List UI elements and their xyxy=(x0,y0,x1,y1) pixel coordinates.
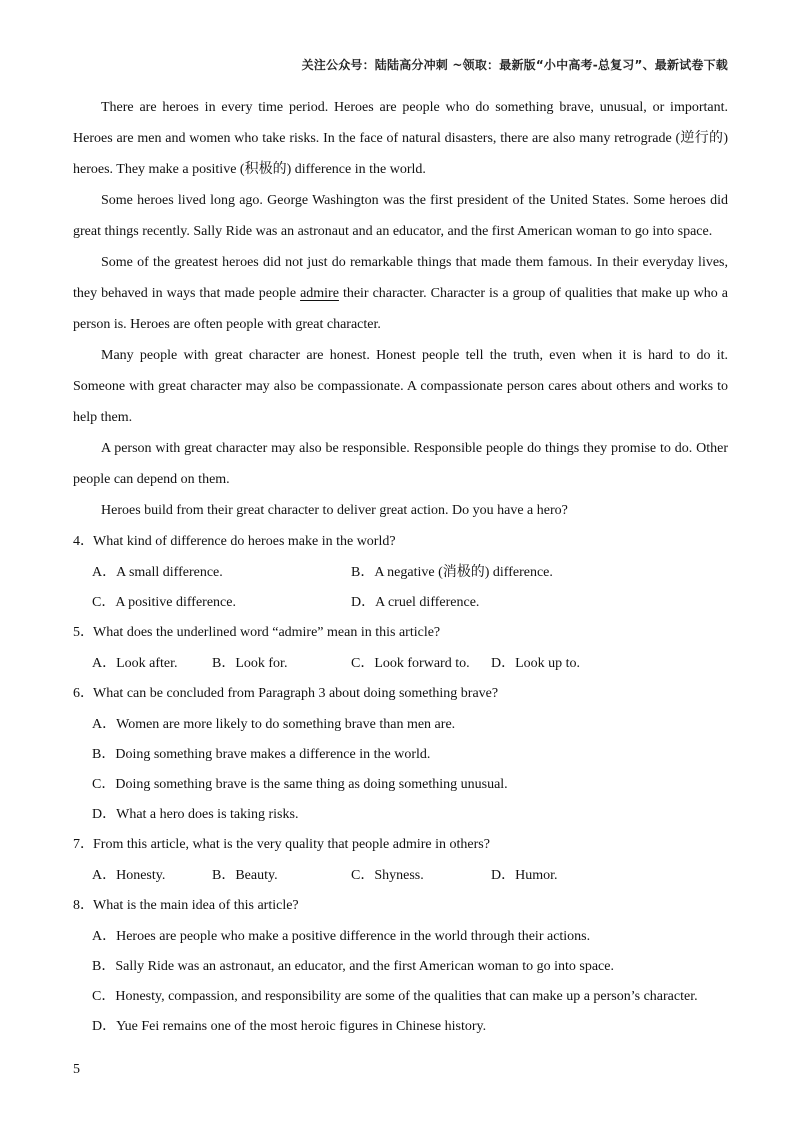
option-b: B．A negative (消极的) difference. xyxy=(351,565,553,580)
question-number: 5． xyxy=(73,625,94,640)
page-number: 5 xyxy=(73,1062,80,1077)
option-a: A．Heroes are people who make a positive difference in the world through their actions. xyxy=(92,929,591,944)
p3-text-after: their character. Character is a group of qualities that make up who a person is. Heroes are often people with great character. xyxy=(73,286,728,332)
option-c: C．A positive difference. xyxy=(92,595,236,610)
option-c: C．Look forward to. xyxy=(351,656,470,671)
question-text: What kind of difference do heroes make in the world? xyxy=(93,534,396,549)
passage-paragraph-6: Heroes build from their great character to deliver great action. Do you have a hero? xyxy=(101,503,568,518)
underlined-word-admire: admire xyxy=(300,286,339,301)
option-d: D．Yue Fei remains one of the most heroic figures in Chinese history. xyxy=(92,1019,487,1034)
options-row xyxy=(73,648,728,678)
passage-paragraph-1: There are heroes in every time period. Heroes are people who do something brave, unusual, or important. Heroes are men and women who take risks. In the face of natural disasters, there are also many retrograde (逆行的) heroes. They make a positive (积极的) difference in the world. xyxy=(73,100,728,177)
question-text: What can be concluded from Paragraph 3 about doing something brave? xyxy=(93,686,499,701)
question-6 xyxy=(73,678,728,709)
option-a: A．Honesty. xyxy=(92,868,166,883)
passage-paragraph-4: Many people with great character are honest. Honest people tell the truth, even when it is hard to do it. Someone with great character may also be compassionate. A compassionate person cares about others and works to help them. xyxy=(73,348,728,425)
question-text: What is the main idea of this article? xyxy=(93,898,299,913)
question-text: What does the underlined word “admire” mean in this article? xyxy=(93,625,441,640)
question-number: 6． xyxy=(73,686,94,701)
options-row xyxy=(73,557,728,587)
option-c: C．Shyness. xyxy=(351,868,424,883)
question-4 xyxy=(73,526,728,557)
option-b: B．Beauty. xyxy=(212,868,278,883)
option-d: D．What a hero does is taking risks. xyxy=(92,807,299,822)
passage-paragraph-3 xyxy=(73,247,728,340)
option-c: C．Honesty, compassion, and responsibility are some of the qualities that can make up a person’s character. xyxy=(92,989,698,1004)
option-d: D．Look up to. xyxy=(491,656,581,671)
question-5 xyxy=(73,617,728,648)
options-row xyxy=(73,860,728,890)
page-header: 关注公众号：陆陆高分冲刺 ~领取：最新版“小中高考-总复习”、最新试卷下载 xyxy=(301,58,728,72)
passage-paragraph-2: Some heroes lived long ago. George Washington was the first president of the United States. Some heroes did great things recently. Sally Ride was an astronaut and an educator, and the first American woman to go into space. xyxy=(73,193,728,239)
question-number: 8． xyxy=(73,898,94,913)
question-number: 7． xyxy=(73,837,94,852)
question-text: From this article, what is the very quality that people admire in others? xyxy=(93,837,490,852)
option-a: A．Women are more likely to do something brave than men are. xyxy=(92,717,456,732)
option-d: D．Humor. xyxy=(491,868,558,883)
question-8 xyxy=(73,890,728,921)
option-d: D．A cruel difference. xyxy=(351,595,480,610)
options-row xyxy=(73,587,728,617)
option-a: A．Look after. xyxy=(92,656,178,671)
question-7 xyxy=(73,829,728,860)
document-body xyxy=(73,92,728,1041)
option-b: B．Look for. xyxy=(212,656,288,671)
option-a: A．A small difference. xyxy=(92,565,223,580)
question-number: 4． xyxy=(73,534,94,549)
option-b: B．Sally Ride was an astronaut, an educator, and the first American woman to go into space. xyxy=(92,959,614,974)
option-b: B．Doing something brave makes a difference in the world. xyxy=(92,747,431,762)
p3-text-before: Some of the greatest heroes did not just do remarkable things that made them famous. In their everyday lives, they behaved in ways that made people xyxy=(73,255,728,301)
option-c: C．Doing something brave is the same thing as doing something unusual. xyxy=(92,777,508,792)
passage-paragraph-5: A person with great character may also be responsible. Responsible people do things they promise to do. Other people can depend on them. xyxy=(73,441,728,487)
